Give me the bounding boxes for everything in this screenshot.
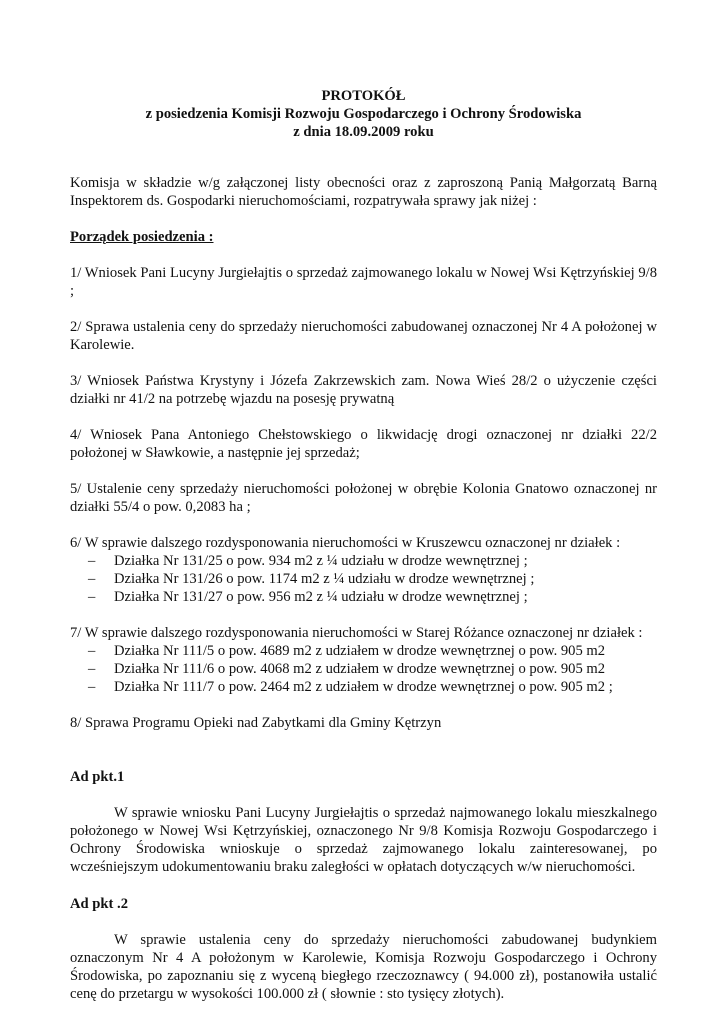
agenda-item-6-sublist: [70, 552, 657, 606]
agenda-item-2: 2/ Sprawa ustalenia ceny do sprzedaży nieruchomości zabudowanej oznaczonej Nr 4 A położonej w Karolewie.: [70, 319, 657, 353]
list-item: [70, 660, 657, 678]
ad-pkt-1-heading: Ad pkt.1: [70, 769, 125, 785]
list-item-text: Działka Nr 111/7 o pow. 2464 m2 z udziałem w drodze wewnętrznej o pow. 905 m2 ;: [114, 679, 613, 695]
dash-bullet: –: [88, 589, 96, 605]
agenda-title: Porządek posiedzenia :: [70, 229, 214, 245]
list-item-text: Działka Nr 131/25 o pow. 934 m2 z ¼ udziału w drodze wewnętrznej ;: [114, 553, 528, 569]
document-subtitle: z posiedzenia Komisji Rozwoju Gospodarczego i Ochrony Środowiska: [145, 106, 582, 122]
agenda-item-6-text: 6/ W sprawie dalszego rozdysponowania nieruchomości w Kruszewcu oznaczonej nr działek :: [70, 535, 621, 551]
dash-bullet: –: [88, 661, 96, 677]
document-title: PROTOKÓŁ: [321, 88, 406, 104]
list-item: [70, 588, 657, 606]
list-item-text: Działka Nr 111/6 o pow. 4068 m2 z udziałem w drodze wewnętrznej o pow. 905 m2: [114, 661, 606, 677]
dash-bullet: –: [88, 679, 96, 695]
ad-pkt-1-body: W sprawie wniosku Pani Lucyny Jurgiełajtis o sprzedaż najmowanego lokalu mieszkalnego położonego w Nowej Wsi Kętrzyńskiej, oznaczonego Nr 9/8 Komisja Rozwoju Gospodarczego i Ochrony Środowiska wnioskuje o sprzedaż zajmowanego lokalu zainteresowanej, po wcześniejszym udokumentowaniu braku zaległości w opłatach dotyczących w/w nieruchomości.: [70, 805, 657, 875]
list-item-text: Działka Nr 111/5 o pow. 4689 m2 z udziałem w drodze wewnętrznej o pow. 905 m2: [114, 643, 606, 659]
agenda-item-8: 8/ Sprawa Programu Opieki nad Zabytkami dla Gminy Kętrzyn: [70, 715, 442, 731]
list-item-text: Działka Nr 131/26 o pow. 1174 m2 z ¼ udziału w drodze wewnętrznej ;: [114, 571, 535, 587]
agenda-item-7-sublist: [70, 642, 657, 696]
document-header: [70, 87, 657, 141]
agenda-item-4: 4/ Wniosek Pana Antoniego Chełstowskiego o likwidację drogi oznaczonej nr działki 22/2 położonej w Sławkowie, a następnie jej sprzedaż;: [70, 427, 657, 461]
agenda-item-6: [70, 534, 657, 606]
list-item: [70, 552, 657, 570]
dash-bullet: –: [88, 553, 96, 569]
agenda-item-5: 5/ Ustalenie ceny sprzedaży nieruchomości położonej w obrębie Kolonia Gnatowo oznaczonej nr działki 55/4 o pow. 0,2083 ha ;: [70, 481, 657, 515]
ad-pkt-2-heading: Ad pkt .2: [70, 896, 128, 912]
agenda-item-7-text: 7/ W sprawie dalszego rozdysponowania nieruchomości w Starej Różance oznaczonej nr działek :: [70, 625, 643, 641]
list-item: [70, 678, 657, 696]
agenda-item-1: 1/ Wniosek Pani Lucyny Jurgiełajtis o sprzedaż zajmowanego lokalu w Nowej Wsi Kętrzyńskiej 9/8 ;: [70, 265, 657, 299]
agenda-item-3: 3/ Wniosek Państwa Krystyny i Józefa Zakrzewskich zam. Nowa Wieś 28/2 o użyczenie części działki nr 41/2 na potrzebę wjazdu na posesję prywatną: [70, 373, 657, 407]
list-item-text: Działka Nr 131/27 o pow. 956 m2 z ¼ udziału w drodze wewnętrznej ;: [114, 589, 528, 605]
document-date: z dnia 18.09.2009 roku: [293, 124, 434, 140]
document-page: [70, 87, 657, 1003]
intro-paragraph: Komisja w składzie w/g załączonej listy obecności oraz z zaproszoną Panią Małgorzatą Barną Inspektorem ds. Gospodarki nieruchomościami, rozpatrywała sprawy jak niżej :: [70, 175, 657, 209]
agenda-item-7: [70, 624, 657, 696]
list-item: [70, 642, 657, 660]
ad-pkt-2-body: W sprawie ustalenia ceny do sprzedaży nieruchomości zabudowanej budynkiem oznaczonym Nr 4 A położonym w Karolewie, Komisja Rozwoju Gospodarczego i Ochrony Środowiska, po zapoznaniu się z wyceną biegłego rzeczoznawcy ( 94.000 zł), postanowiła ustalić cenę do przetargu w wysokości 100.000 zł ( słownie : sto tysięcy złotych).: [70, 932, 657, 1002]
list-item: [70, 570, 657, 588]
dash-bullet: –: [88, 571, 96, 587]
dash-bullet: –: [88, 643, 96, 659]
